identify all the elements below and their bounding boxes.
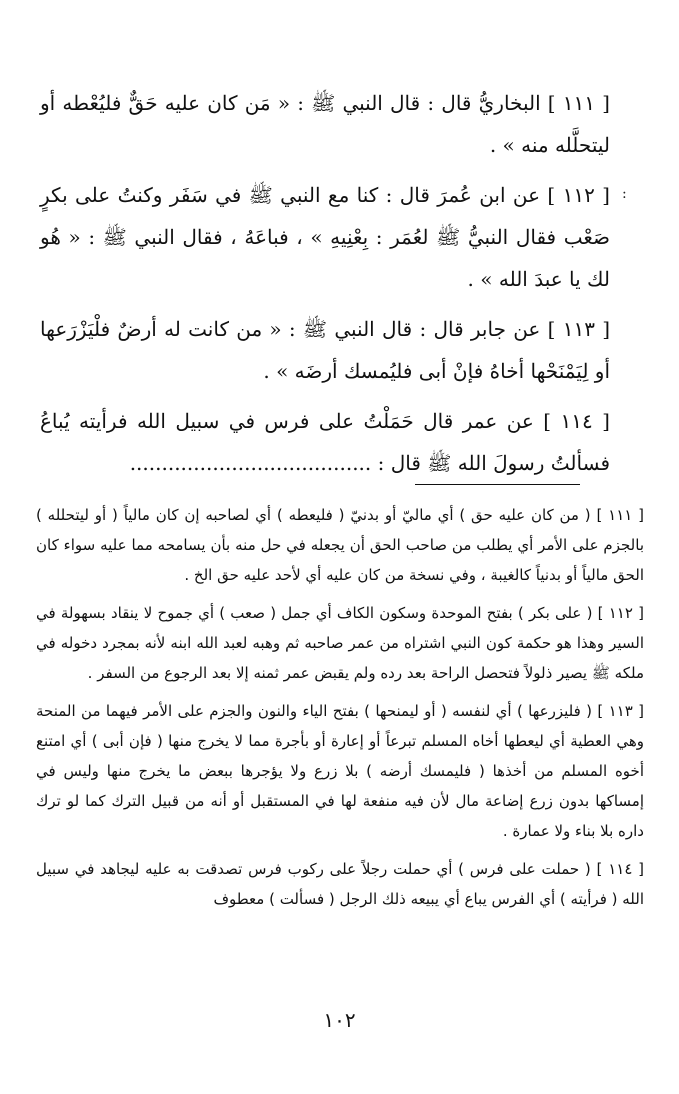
hadith-113: [ ١١٣ ] عن جابر قال : قال النبي ﷺ : « من كانت له أرضٌ فلْيَزْرَعها أو لِيَمْنَحْها أخاهُ فإنْ أبى فليُمسك أرضَه » . <box>40 317 611 383</box>
commentary-111: [ ١١١ ] ( من كان عليه حق ) أي ماليّ أو بدنيّ ( فليعطه ) أي لصاحبه إن كان مالياً ( أو ليتحلله ) بالجزم على الأمر أي يطلب من صاحب الحق أن يجعله في حل منه بأن يسامحه مما عليه سواء كان الحق مالياً أو بدنياً كالغيبة ، وفي نسخة من كان عليه أي لأحد عليه حق الخ . <box>36 506 644 584</box>
hadith-111: [ ١١١ ] البخاريُّ قال : قال النبي ﷺ : « مَن كان عليه حَقٌّ فليُعْطه أو ليتحلَّله منه » . <box>40 91 610 157</box>
commentary-113: [ ١١٣ ] ( فليزرعها ) أي لنفسه ( أو ليمنحها ) بفتح الياء والنون والجزم على الأمر فيهما من المنحة وهي العطية أي ليعطها أخاه المسلم تبرعاً أو إعارة أو بأجرة مما لا يخرج منها ( فإن أبى ) أي امتنع أخوه المسلم من أخذها ( فليمسك أرضه ) بلا زرع ولا يؤجرها ببعض ما يخرج منها وليس في إمساكها بدون زرع إضاعة مال لأن فيه منفعة لها في المستقبل أو أنه من قبيل الترك كما لو ترك داره بلا بناء ولا عمارة . <box>36 702 645 840</box>
commentary-section <box>36 500 644 922</box>
footnote-separator <box>415 484 580 485</box>
page-number: ١٠٢ <box>323 1008 356 1032</box>
margin-mark: : <box>622 186 627 202</box>
commentary-112: [ ١١٢ ] ( على بكر ) بفتح الموحدة وسكون الكاف أي جمل ( صعب ) أي جموح لا ينقاد بسهولة في السير وهذا هو حكمة كون النبي اشتراه من عمر صاحبه ثم وهبه لعبد الله ابنه لأنه بمجرد دخوله في ملكه ﷺ يصير ذلولاً فتحصل الراحة بعد رده ولم يقبض عمر ثمنه إلا بعد الرجوع من السفر . <box>36 604 644 682</box>
hadith-text-section <box>40 82 610 492</box>
hadith-114: [ ١١٤ ] عن عمر قال حَمَلْتُ على فرس في سبيل الله فرأيته يُباعُ فسألتُ رسولَ الله ﷺ قال : ...................................... <box>40 409 610 475</box>
hadith-112: [ ١١٢ ] عن ابن عُمرَ قال : كنا مع النبي ﷺ في سَفَر وكنتُ على بكرٍ صَعْب فقال النبيُّ ﷺ لعُمَر : بِعْنِيهِ » ، فباعَهُ ، فقال النبي ﷺ : « هُو لك يا عبدَ الله » . <box>40 183 610 291</box>
commentary-114: [ ١١٤ ] ( حملت على فرس ) أي حملت رجلاً على ركوب فرس تصدقت به عليه ليجاهد في سبيل الله ( فرأيته ) أي الفرس يباع أي يبيعه ذلك الرجل ( فسألت ) معطوف <box>36 860 645 908</box>
